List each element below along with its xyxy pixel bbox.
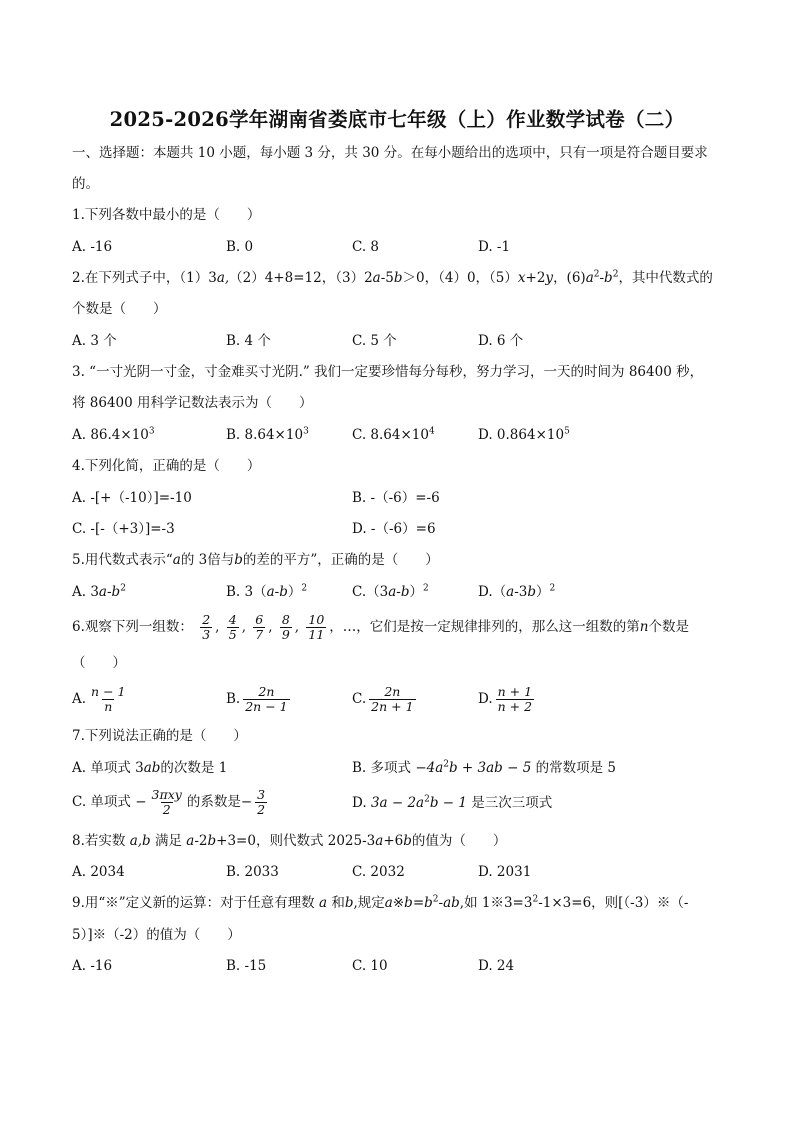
q7-option-c: C. 单项式 − $\frac{\text{3πxy}}{2}$ 的系数是− $\frac{3}{2}$ bbox=[72, 787, 266, 817]
q3-option-c: C. $8.64\times 10^4$ bbox=[352, 426, 435, 443]
question-6-stem-cont: （ ） bbox=[72, 655, 126, 671]
q3-option-a: A. $86.4\times 10^3$ bbox=[72, 426, 155, 443]
q9-option-c: C. 10 bbox=[352, 958, 388, 974]
q9-option-b: B. -15 bbox=[226, 958, 267, 974]
question-4-stem: 4.下列化简，正确的是（ ） bbox=[72, 458, 261, 474]
question-6-stem: 6.观察下列一组数： $\frac{2}{3}$ , $\frac{4}{5}$ , $\frac{6}{7}$ , $\frac{8}{9}$ , $\frac{10}{11}$ ，…，它们是按一定规律排列的，那么这一组数的第n个数是 bbox=[72, 612, 689, 642]
q6-option-a: A. $\frac{n - 1}{n}$ bbox=[72, 684, 126, 714]
q6-option-b: B. $\frac{2n}{2n - 1}$ bbox=[226, 684, 288, 714]
q4-option-c: C. -[-（+3）]=-3 bbox=[72, 521, 175, 537]
q8-option-d: D. 2031 bbox=[478, 864, 532, 880]
question-1-stem: 1.下列各数中最小的是（ ） bbox=[72, 207, 261, 223]
q3-option-d: D. $0.864\times 10^5$ bbox=[478, 426, 570, 443]
question-5-stem: 5.用代数式表示“a的 3倍与b的差的平方”，正确的是（ ） bbox=[72, 552, 439, 568]
fraction: $\frac{2n}{2n - 1}$ bbox=[245, 684, 288, 714]
fraction: $\frac{n - 1}{n}$ bbox=[91, 684, 126, 714]
fraction: $\frac{3}{2}$ bbox=[257, 787, 266, 817]
question-9-stem-cont: 5）]※（-2）的值为（ ） bbox=[72, 927, 241, 943]
q5-option-b: B. $3(a-b)^2$ bbox=[226, 583, 308, 600]
fraction: $\frac{n + 1}{n + 2}$ bbox=[497, 684, 533, 714]
question-2-stem: 2.在下列式子中，（1）3a,（2）4+8=12，（3）2a-5b＞0，（4）0，（5）x+2y，$(6)a^2-b^2$，其中代数式的 bbox=[72, 269, 713, 286]
question-3-stem: 3. “一寸光阴一寸金，寸金难买寸光阴.” 我们一定要珍惜每分每秒，努力学习，一天的时间为 86400 秒， bbox=[72, 364, 704, 380]
q8-option-a: A. 2034 bbox=[72, 864, 125, 880]
q1-option-a: A. -16 bbox=[72, 239, 113, 255]
q5-option-a: A. $3a-b^2$ bbox=[72, 583, 126, 600]
q5-option-d: $D.(a-3b)^2$ bbox=[478, 583, 556, 600]
q2-option-d: D. 6 个 bbox=[478, 333, 524, 349]
q4-option-a: A. -[+（-10）]=-10 bbox=[72, 490, 192, 506]
fraction: $\frac{10}{11}$ bbox=[308, 612, 325, 642]
fraction: $\frac{6}{7}$ bbox=[255, 612, 264, 642]
page-title: 2025-2026学年湖南省娄底市七年级（上）作业数学试卷（二） bbox=[109, 108, 685, 131]
section-heading-cont: 的。 bbox=[72, 176, 99, 192]
question-3-stem-cont: 将 86400 用科学记数法表示为（ ） bbox=[72, 395, 313, 411]
q5-option-c: $C.(3a-b)^2$ bbox=[352, 583, 429, 600]
fraction: $\frac{2n}{2n + 1}$ bbox=[371, 684, 414, 714]
q8-option-b: B. 2033 bbox=[226, 864, 279, 880]
q6-option-d: D. $\frac{n + 1}{n + 2}$ bbox=[478, 684, 533, 714]
q1-option-d: D. -1 bbox=[478, 239, 511, 255]
q7-option-a: A. 单项式 3ab的次数是 1 bbox=[72, 760, 228, 776]
q1-option-c: C. 8 bbox=[352, 239, 380, 255]
q2-option-a: A. 3 个 bbox=[72, 333, 117, 349]
question-2-stem-cont: 个数是（ ） bbox=[72, 301, 167, 317]
q8-option-c: C. 2032 bbox=[352, 864, 405, 880]
fraction: $\frac{4}{5}$ bbox=[228, 612, 237, 642]
q4-option-b: B. -（-6）=-6 bbox=[352, 490, 440, 506]
question-9-stem: 9.用“※”定义新的运算：对于任意有理数 a 和b,规定$a※b=b^2-ab$,如 $1※3=3^2-1\times 3=6$，则[（-3）※（- bbox=[72, 894, 689, 911]
q2-option-b: B. 4 个 bbox=[226, 333, 271, 349]
q3-option-b: B. $8.64\times 10^3$ bbox=[226, 426, 309, 443]
q9-option-d: D. 24 bbox=[478, 958, 515, 974]
q9-option-a: A. -16 bbox=[72, 958, 113, 974]
q4-option-d: D. -（-6）=6 bbox=[352, 521, 436, 537]
q2-option-c: C. 5 个 bbox=[352, 333, 397, 349]
question-8-stem: 8.若实数 a,b 满足 a-2b+3=0，则代数式 2025-3a+6b的值为（ ） bbox=[72, 833, 507, 849]
fraction: $\frac{8}{9}$ bbox=[281, 612, 290, 642]
q7-option-b: B. 多项式 $-4a^2b + 3ab - 5$ 的常数项是 5 bbox=[352, 759, 616, 776]
question-7-stem: 7.下列说法正确的是（ ） bbox=[72, 728, 247, 744]
q7-option-d: D. $3a - 2a^2b - 1$ 是三次三项式 bbox=[352, 794, 553, 811]
q1-option-b: B. 0 bbox=[226, 239, 254, 255]
q6-option-c: C. $\frac{2n}{2n + 1}$ bbox=[352, 684, 414, 714]
fraction: $\frac{2}{3}$ bbox=[202, 612, 211, 642]
fraction: $\frac{\text{3πxy}}{2}$ bbox=[151, 787, 182, 817]
section-heading: 一、选择题：本题共 10 小题，每小题 3 分，共 30 分。在每小题给出的选项中，只有一项是符合题目要求 bbox=[72, 145, 708, 161]
